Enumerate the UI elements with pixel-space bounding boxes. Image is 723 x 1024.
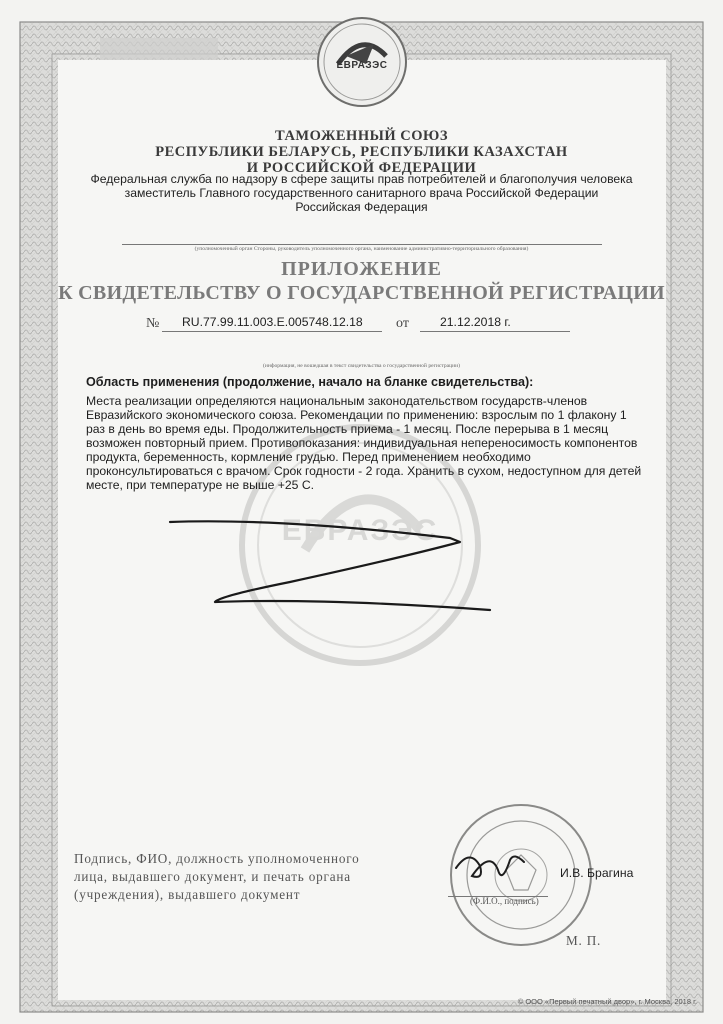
stamp-place-label: М. П. [566,933,602,948]
content-line-5: продукта, беременность, кормление грудью. Перед применением необходимо [86,450,531,464]
handwritten-signature [450,840,530,890]
content-heading: Область применения (продолжение, начало на бланке свидетельства): [86,375,534,389]
content-line-2: Евразийского экономического союза. Рекомендации по применению: взрослым по 1 флакону 1 [86,408,627,422]
signature-label-3: (учреждения), выдавшего документ [74,887,301,902]
name-caption: (Ф.И.О., подпись) [470,896,539,906]
signer-name: И.В. Брагина [560,866,634,880]
content-line-3: раз в день во время еды. Продолжительность приема - 1 месяц. После перерыва в 1 месяц [86,422,609,436]
authority-underline [122,244,602,245]
content-line-1: Места реализации определяются национальным законодательством государств-членов [86,394,588,408]
registration-date: 21.12.2018 г. [440,315,511,329]
authority-line-3: Российская Федерация [295,200,428,214]
registration-caption: (информация, не вошедшая в текст свидетельства о государственной регистрации) [262,363,461,369]
signature-label-2: лица, выдавшего документ, и печать органа [74,869,351,884]
header-line-1: ТАМОЖЕННЫЙ СОЮЗ [275,128,448,144]
content-line-7: месте, при температуре не выше +25 С. [86,478,315,492]
authority-line-2: заместитель Главного государственного санитарного врача Российской Федерации [124,186,599,200]
emblem-text: ЕВРАЗЭС [336,60,388,71]
authority-caption: (уполномоченный орган Стороны, руководитель уполномоченного органа, наименование административно-территориального образования) [194,246,529,252]
registration-number: RU.77.99.11.003.E.005748.12.18 [182,315,363,329]
cancellation-z-mark [160,510,510,620]
content-line-4: возможен повторный прием. Противопоказания: индивидуальная непереносимость компонентов [86,436,638,450]
printer-footer: © ООО «Первый печатный двор», г. Москва, 2018 г. [517,997,697,1006]
date-label: от [396,316,409,331]
date-underline [420,331,570,332]
authority-line-1: Федеральная служба по надзору в сфере защиты прав потребителей и благополучия человека [90,172,633,186]
title-line-2: К СВИДЕТЕЛЬСТВУ О ГОСУДАРСТВЕННОЙ РЕГИСТРАЦИИ [58,282,665,304]
title-line-1: ПРИЛОЖЕНИЕ [281,258,442,280]
watermark-text: ЕВРАЗЭС [281,514,439,547]
content-line-6: проконсультироваться с врачом. Срок годности - 2 года. Хранить в сухом, недоступном для детей [86,464,642,478]
number-label: № [146,316,160,331]
signature-label-1: Подпись, ФИО, должность уполномоченного [74,851,360,866]
number-underline [162,331,382,332]
header-line-3: И РОССИЙСКОЙ ФЕДЕРАЦИИ [246,160,477,176]
header-line-2: РЕСПУБЛИКИ БЕЛАРУСЬ, РЕСПУБЛИКИ КАЗАХСТАН [155,144,568,160]
